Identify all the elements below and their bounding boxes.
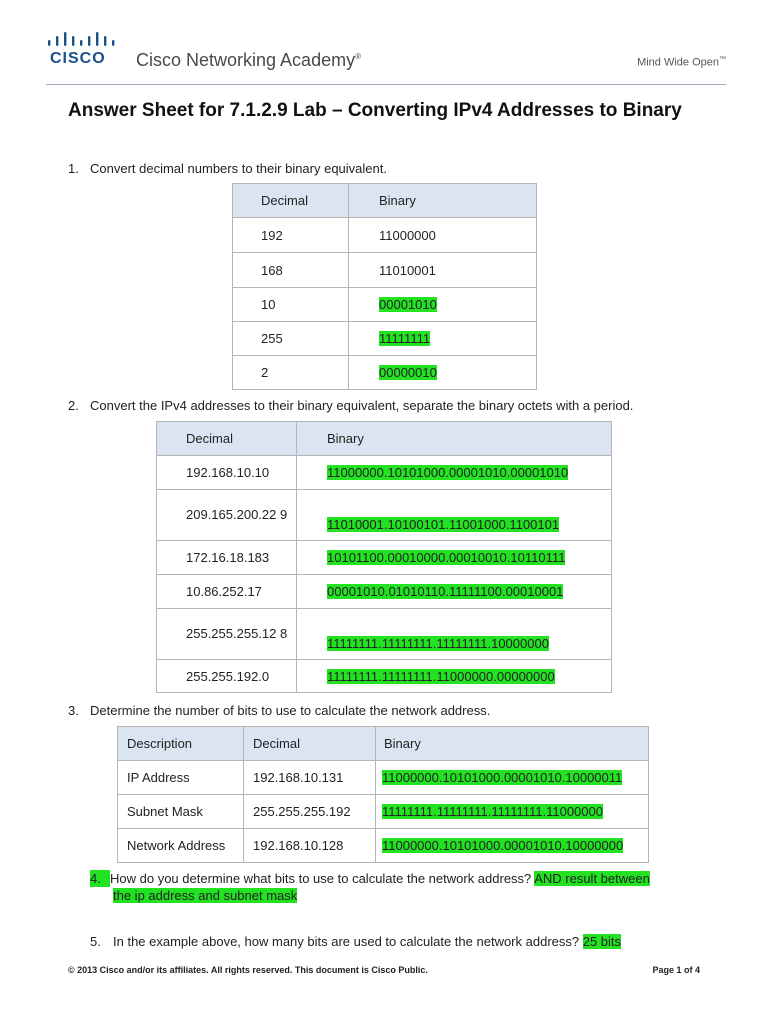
question-3 xyxy=(68,703,490,718)
question-2 xyxy=(68,398,633,413)
answer-highlight: 11111111.11111111.11111111.11000000 xyxy=(382,804,603,819)
cisco-logo xyxy=(46,30,126,74)
page-number: Page 1 of 4 xyxy=(652,965,700,975)
table-header-row xyxy=(233,184,537,218)
trademark-mark: ™ xyxy=(719,56,726,63)
question-text: Convert decimal numbers to their binary equivalent. xyxy=(90,161,387,176)
binary-cell xyxy=(349,356,537,390)
answer-highlight: 00001010 xyxy=(379,297,437,312)
question-text: How do you determine what bits to use to calculate the network address? xyxy=(110,871,532,886)
decimal-cell: 255 xyxy=(233,322,349,356)
page-title: Answer Sheet for 7.1.2.9 Lab – Converting IPv4 Addresses to Binary xyxy=(68,100,682,121)
binary-cell xyxy=(297,490,612,541)
answer-highlight: 11000000.10101000.00001010.00001010 xyxy=(327,465,569,480)
tagline xyxy=(637,56,726,69)
binary-cell xyxy=(297,541,612,575)
binary-cell xyxy=(376,795,649,829)
table-header-row xyxy=(118,727,649,761)
description-cell: Subnet Mask xyxy=(118,795,244,829)
table-ipv4-binary xyxy=(156,421,612,693)
binary-cell xyxy=(349,288,537,322)
binary-cell xyxy=(376,761,649,795)
table-row xyxy=(118,761,649,795)
decimal-cell: 168 xyxy=(233,253,349,288)
binary-cell xyxy=(297,609,612,660)
column-header: Description xyxy=(118,727,244,761)
answer-highlight: AND result between xyxy=(534,871,650,886)
academy-label: Cisco Networking Academy xyxy=(136,50,356,70)
decimal-cell: 2 xyxy=(233,356,349,390)
decimal-cell xyxy=(157,490,297,541)
table-row xyxy=(233,218,537,253)
question-4 xyxy=(90,870,650,904)
answer-highlight: 11000000.10101000.00001010.10000000 xyxy=(382,838,624,853)
decimal-cell: 192.168.10.128 xyxy=(244,829,376,863)
question-number: 5. xyxy=(90,934,101,949)
binary-cell xyxy=(297,456,612,490)
answer-highlight: 11111111.11111111.11111111.10000000 xyxy=(327,636,549,651)
table-row xyxy=(118,795,649,829)
binary-cell xyxy=(376,829,649,863)
table-row xyxy=(157,541,612,575)
table-row xyxy=(233,288,537,322)
table-row xyxy=(157,456,612,490)
answer-highlight: 00001010.01010110.11111100.00010001 xyxy=(327,584,564,599)
answer-highlight: 11010001.10100101.11001000.1100101 xyxy=(327,517,560,532)
answer-highlight: 11000000.10101000.00001010.10000011 xyxy=(382,770,623,785)
decimal-cell: 192.168.10.10 xyxy=(157,456,297,490)
table-row xyxy=(233,253,537,288)
binary-cell xyxy=(297,575,612,609)
question-number: 2. xyxy=(68,398,79,413)
column-header: Decimal xyxy=(233,184,349,218)
table-header-row xyxy=(157,422,612,456)
answer-highlight: 25 bits xyxy=(582,934,622,949)
page-header xyxy=(46,30,726,74)
decimal-cell: 172.16.18.183 xyxy=(157,541,297,575)
header-divider xyxy=(46,84,726,85)
table-row xyxy=(157,490,612,541)
question-number: 1. xyxy=(68,161,79,176)
question-text: In the example above, how many bits are used to calculate the network address? xyxy=(113,934,580,949)
table-network-address xyxy=(117,726,649,863)
binary-cell: 11010001 xyxy=(349,253,537,288)
column-header: Binary xyxy=(376,727,649,761)
decimal-cell xyxy=(157,609,297,660)
registered-mark: ® xyxy=(355,52,361,61)
answer-highlight: 11111111 xyxy=(379,331,431,346)
answer-highlight: 10101100.00010000.00010010.10110111 xyxy=(327,550,566,565)
binary-cell xyxy=(349,322,537,356)
table-row xyxy=(157,660,612,693)
table-row xyxy=(233,356,537,390)
page-footer xyxy=(68,965,700,975)
question-number: 4. xyxy=(90,870,110,887)
question-text: Determine the number of bits to use to calculate the network address. xyxy=(90,703,491,718)
decimal-cell: 255.255.255.192 xyxy=(244,795,376,829)
decimal-value: 255.255.255.12 8 xyxy=(186,626,288,641)
table-row xyxy=(233,322,537,356)
column-header: Binary xyxy=(349,184,537,218)
question-number: 3. xyxy=(68,703,79,718)
decimal-value: 209.165.200.22 9 xyxy=(186,507,288,522)
binary-cell: 11000000 xyxy=(349,218,537,253)
cisco-bridge-icon xyxy=(48,32,118,48)
table-row xyxy=(118,829,649,863)
decimal-cell: 255.255.192.0 xyxy=(157,660,297,693)
column-header: Decimal xyxy=(157,422,297,456)
table-decimal-binary xyxy=(232,183,537,390)
table-row xyxy=(157,575,612,609)
tagline-label: Mind Wide Open xyxy=(637,56,719,69)
table-row xyxy=(157,609,612,660)
decimal-cell: 10.86.252.17 xyxy=(157,575,297,609)
decimal-cell: 192.168.10.131 xyxy=(244,761,376,795)
question-5 xyxy=(90,934,621,949)
question-text: Convert the IPv4 addresses to their binary equivalent, separate the binary octets with a period. xyxy=(90,398,634,413)
column-header: Binary xyxy=(297,422,612,456)
academy-name xyxy=(136,50,361,71)
question-1 xyxy=(68,161,387,176)
answer-highlight: the ip address and subnet mask xyxy=(113,888,298,903)
cisco-wordmark: CISCO xyxy=(50,50,106,67)
decimal-cell: 10 xyxy=(233,288,349,322)
column-header: Decimal xyxy=(244,727,376,761)
description-cell: IP Address xyxy=(118,761,244,795)
decimal-cell: 192 xyxy=(233,218,349,253)
binary-cell xyxy=(297,660,612,693)
copyright-text: © 2013 Cisco and/or its affiliates. All rights reserved. This document is Cisco Public. xyxy=(68,965,428,975)
answer-highlight: 00000010 xyxy=(379,365,437,380)
description-cell: Network Address xyxy=(118,829,244,863)
answer-highlight: 11111111.11111111.11000000.00000000 xyxy=(327,668,555,684)
